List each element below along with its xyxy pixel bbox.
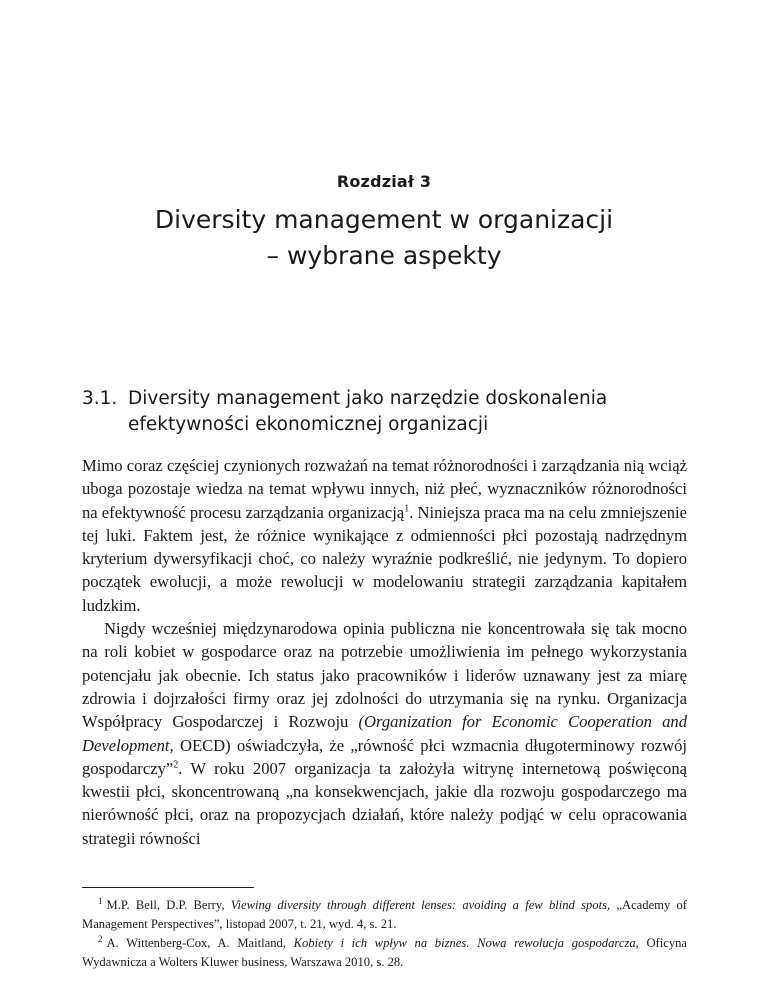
chapter-title-line-1: Diversity management w organizacji <box>154 205 614 234</box>
paragraph-1-text-b: . Niniejsza praca ma na celu zmniejszenie tej luki. Faktem jest, że różnice wynikające z odmienności płci pozostają nadrzędnym kryterium dywersyfikacji choć, co należy wyraźnie podkreślić, nie jedynym. To dopiero początek ewolucji, a może rewolucji w modelowaniu strategii zarządzania kapitałem ludzkim. <box>82 502 688 615</box>
footnote-ref-1: 1 <box>404 503 410 515</box>
paragraph-2-text-a: Nigdy wcześniej międzynarodowa opinia publiczna nie koncentrowała się tak mocno na roli kobiet w gospodarce oraz na potrzebie umożliwienia im pełnego wykorzystania potencjału jak obecnie. Ich status jako pracowników i liderów uznawany jest za miarę zdrowia i dojrzałości firmy oraz jej zdolności do utrzymania się na rynku. Organizacja Współpracy Gospodarczej i Rozwoju <box>82 619 687 732</box>
paragraph-1-text-a: Mimo coraz częściej czynionych rozważań na temat różnorodności i zarządzania nią wciąż uboga pozostaje wiedza na temat wpływu innych, niż płeć, wyznaczników różnorodności na efektywność procesu zarządzania organizacją <box>82 456 687 522</box>
body-text <box>82 454 687 850</box>
paragraph-2 <box>82 617 687 850</box>
section-number: 3.1. <box>82 388 118 409</box>
footnote-1-rest: „Academy of Management Perspectives”, listopad 2007, t. 21, wyd. 4, s. 21. <box>82 898 687 931</box>
footnote-2 <box>82 934 687 972</box>
section-title: Diversity management jako narzędzie doskonalenia efektywności ekonomicznej organizacji <box>128 388 608 435</box>
footnote-ref-2: 2 <box>173 759 179 771</box>
section-heading <box>82 386 702 438</box>
paragraph-2-text-b: OECD) oświadczyła, że „równość płci wzmacnia długoterminowy rozwój gospodarczy” <box>82 735 687 778</box>
footnotes <box>82 896 687 972</box>
paragraph-1 <box>82 454 687 617</box>
footnote-1-mark: 1 <box>98 895 103 906</box>
footnote-1-title: Viewing diversity through different lenses: avoiding a few blind spots, <box>230 898 611 912</box>
footnote-2-authors: A. Wittenberg-Cox, A. Maitland, <box>106 936 294 950</box>
footnote-1 <box>82 896 687 934</box>
chapter-title <box>0 202 768 274</box>
paragraph-2-italic: (Organization for Economic Cooperation and Development, <box>82 712 687 755</box>
paragraph-2-text-c: . W roku 2007 organizacja ta założyła witrynę internetową poświęconą kwestii płci, skoncentrowaną „na konsekwencjach, jakie dla rozwoju gospodarczego ma nierówność płci, oraz na propozycjach działań, które należy podjąć w celu opracowania strategii równości <box>82 758 687 848</box>
footnote-2-rest: , Oficyna Wydawnicza a Wolters Kluwer business, Warszawa 2010, s. 28. <box>82 936 688 969</box>
footnote-2-mark: 2 <box>98 933 103 944</box>
footnote-1-authors: M.P. Bell, D.P. Berry, <box>106 898 231 912</box>
chapter-title-line-2: – wybrane aspekty <box>266 241 502 270</box>
chapter-label: Rozdział 3 <box>336 172 432 191</box>
footnote-2-title: Kobiety i ich wpływ na biznes. Nowa rewolucja gospodarcza <box>293 936 636 950</box>
footnote-divider <box>82 887 254 888</box>
